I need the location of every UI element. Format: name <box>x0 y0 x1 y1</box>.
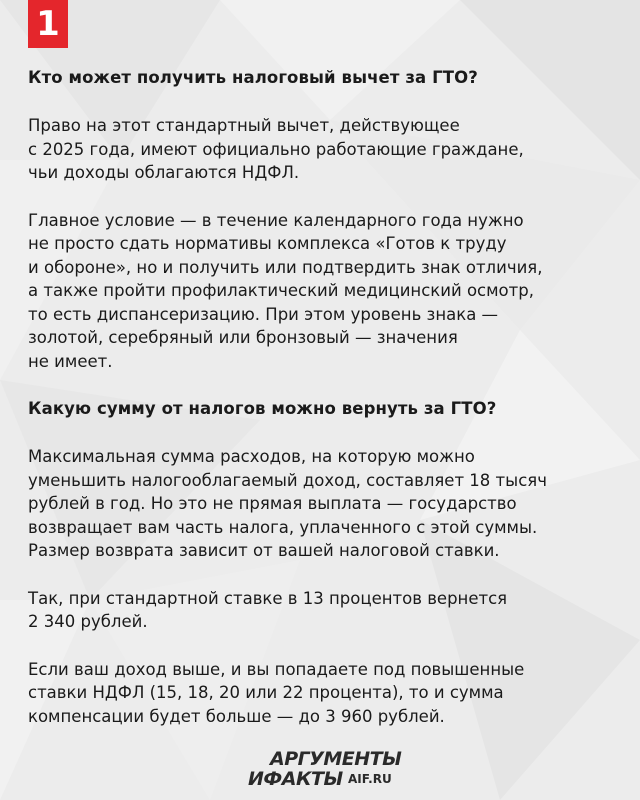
aif-logo <box>248 746 418 792</box>
section-heading-2: Какую сумму от налогов можно вернуть за ГТО? <box>28 399 497 418</box>
paragraph-5 <box>28 658 618 729</box>
logo-line-2: ИФАКТЫ <box>248 768 343 790</box>
text-line: а также пройти профилактический медицинский осмотр, <box>28 281 534 300</box>
text-line: с 2025 года, имеют официально работающие граждане, <box>28 139 524 159</box>
text-line: Если ваш доход выше, и вы попадаете под повышенные <box>28 659 525 679</box>
text-line: не имеет. <box>28 351 113 371</box>
text-line: Размер возврата зависит от вашей налоговой ставки. <box>28 541 500 560</box>
paragraph-4 <box>28 587 618 634</box>
text-line: 2 340 рублей. <box>28 612 148 631</box>
article-content <box>28 66 618 728</box>
text-line: не просто сдать нормативы комплекса «Готов к труду <box>28 234 507 253</box>
text-line: Главное условие — в течение календарного года нужно <box>28 210 524 230</box>
text-line: Так, при стандартной ставке в 13 процентов вернется <box>28 588 508 608</box>
text-line: чьи доходы облагаются НДФЛ. <box>28 163 300 182</box>
logo-line-1: АРГУМЕНТЫ <box>270 748 402 770</box>
paragraph-2 <box>28 209 618 374</box>
text-line: золотой, серебряный или бронзовый — значения <box>28 328 458 347</box>
text-line: возвращает вам часть налога, уплаченного с этой суммы. <box>28 517 538 537</box>
text-line: рублей в год. Но это не прямая выплата — государство <box>28 494 517 513</box>
logo-site: AIF.RU <box>348 772 392 786</box>
text-line: уменьшить налогооблагаемый доход, составляет 18 тысяч <box>28 470 547 490</box>
text-line: Право на этот стандартный вычет, действующее <box>28 116 460 135</box>
slide-number-badge: 1 <box>28 0 68 48</box>
text-line: то есть диспансеризацию. При этом уровень знака — <box>28 304 499 324</box>
text-line: Максимальная сумма расходов, на которую можно <box>28 447 475 466</box>
text-line: и обороне», но и получить или подтвердить знак отличия, <box>28 257 543 277</box>
text-line: ставки НДФЛ (15, 18, 20 или 22 процента), то и сумма <box>28 683 504 702</box>
paragraph-1 <box>28 114 618 185</box>
paragraph-3 <box>28 445 618 563</box>
section-heading-1: Кто может получить налоговый вычет за ГТО? <box>28 68 478 87</box>
text-line: компенсации будет больше — до 3 960 рублей. <box>28 706 445 726</box>
